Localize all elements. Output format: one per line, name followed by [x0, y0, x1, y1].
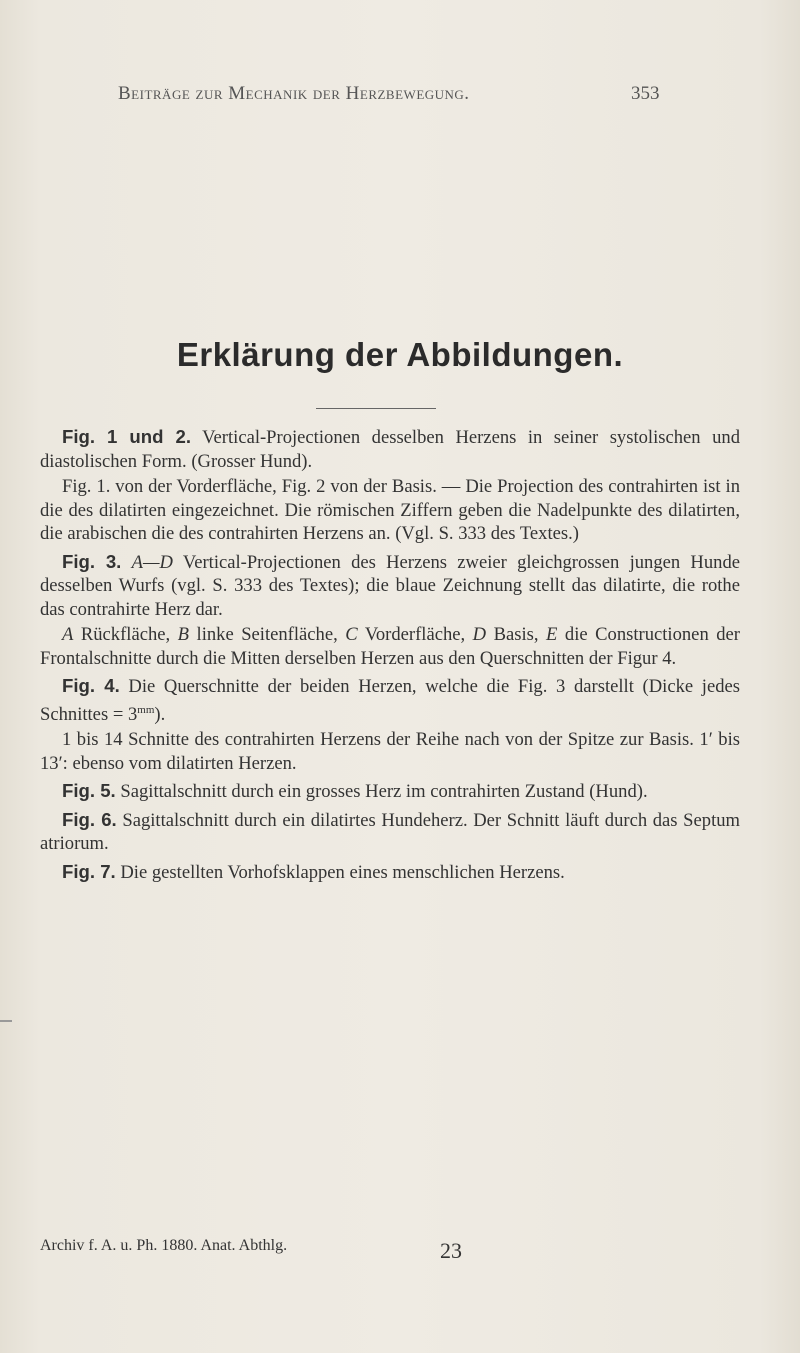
fig-1-2-detail-paragraph: Fig. 1. von der Vorderfläche, Fig. 2 von der Basis. — Die Projection des contrahirten ist in die des dilatirten eingezeichnet. Die römischen Ziffern geben die Nadelpunkte des dilatirten, die arabischen die des contrahirten Herzens an. (Vgl. S. 333 des Textes.) — [40, 476, 740, 544]
fig-3-label: Fig. 3. — [62, 550, 122, 572]
legend-b: B — [177, 624, 190, 645]
fig-4-text: Die Querschnitte der beiden Herzen, welche die Fig. 3 darstellt (Dicke jedes Schnittes = 3 — [40, 676, 740, 725]
fig-4-label: Fig. 4. — [62, 675, 120, 696]
legend-a: A — [62, 624, 74, 645]
page-title: Erklärung der Abbildungen. — [176, 336, 624, 373]
journal-footer: Archiv f. A. u. Ph. 1880. Anat. Abthlg. — [40, 1237, 288, 1254]
legend-c-text: Vorderfläche, — [357, 624, 473, 645]
signature-mark: 23 — [440, 1238, 462, 1263]
legend-d-text: Basis, — [486, 624, 547, 645]
fig-7-label: Fig. 7. — [62, 860, 116, 882]
edge-mark — [0, 1020, 12, 1022]
fig-3-legend-paragraph — [40, 623, 740, 670]
fig-5-label: Fig. 5. — [62, 780, 116, 802]
fig-5-text: Sagittalschnitt durch ein grosses Herz im contrahirten Zustand (Hund). — [115, 781, 648, 803]
fig-4-paragraph — [40, 674, 740, 726]
legend-c: C — [345, 624, 358, 645]
fig-3-text: Vertical-Projectionen des Herzens zweier gleichgrossen jungen Hunde desselben Wurfs (vgl. S. 333 des Textes); die blaue Zeichnung stellt das dilatirte, die rothe das contrahirte Herz dar. — [40, 551, 740, 620]
running-head: Beiträge zur Mechanik der Herzbewegung. — [118, 83, 470, 104]
fig-6-paragraph — [40, 808, 740, 856]
fig-3-range: A—D — [131, 551, 173, 573]
title-rule — [316, 408, 436, 409]
legend-a-text: Rückfläche, — [73, 624, 178, 645]
legend-d: D — [472, 624, 487, 645]
legend-e-text: die Constructionen der Frontalschnitte durch die Mitten derselben Herzen aus den Querschnitten der Figur 4. — [40, 624, 740, 669]
fig-7-text: Die gestellten Vorhofsklappen eines menschlichen Herzens. — [115, 861, 565, 883]
legend-e: E — [546, 624, 558, 645]
figure-explanations — [40, 425, 740, 888]
page-number: 353 — [631, 83, 660, 104]
fig-4-unit: mm — [137, 703, 155, 716]
fig-4-detail-paragraph: 1 bis 14 Schnitte des contrahirten Herzens der Reihe nach von der Spitze zur Basis. 1′ bis 13′: ebenso vom dilatirten Herzen. — [40, 729, 740, 774]
fig-7-paragraph — [40, 860, 740, 885]
fig-3-paragraph — [40, 550, 740, 622]
fig-5-paragraph — [40, 779, 740, 804]
legend-b-text: linke Seitenfläche, — [189, 624, 346, 645]
fig-6-label: Fig. 6. — [62, 808, 117, 830]
fig-4-end: ). — [154, 703, 166, 725]
fig-1-2-paragraph — [40, 425, 740, 473]
fig-1-2-text: Vertical-Projectionen desselben Herzens in seiner systolischen und diastolischen Form. (Grosser Hund). — [40, 427, 740, 472]
fig-1-2-label: Fig. 1 und 2. — [62, 426, 192, 447]
fig-6-text: Sagittalschnitt durch ein dilatirtes Hundeherz. Der Schnitt läuft durch das Septum atriorum. — [40, 809, 740, 855]
